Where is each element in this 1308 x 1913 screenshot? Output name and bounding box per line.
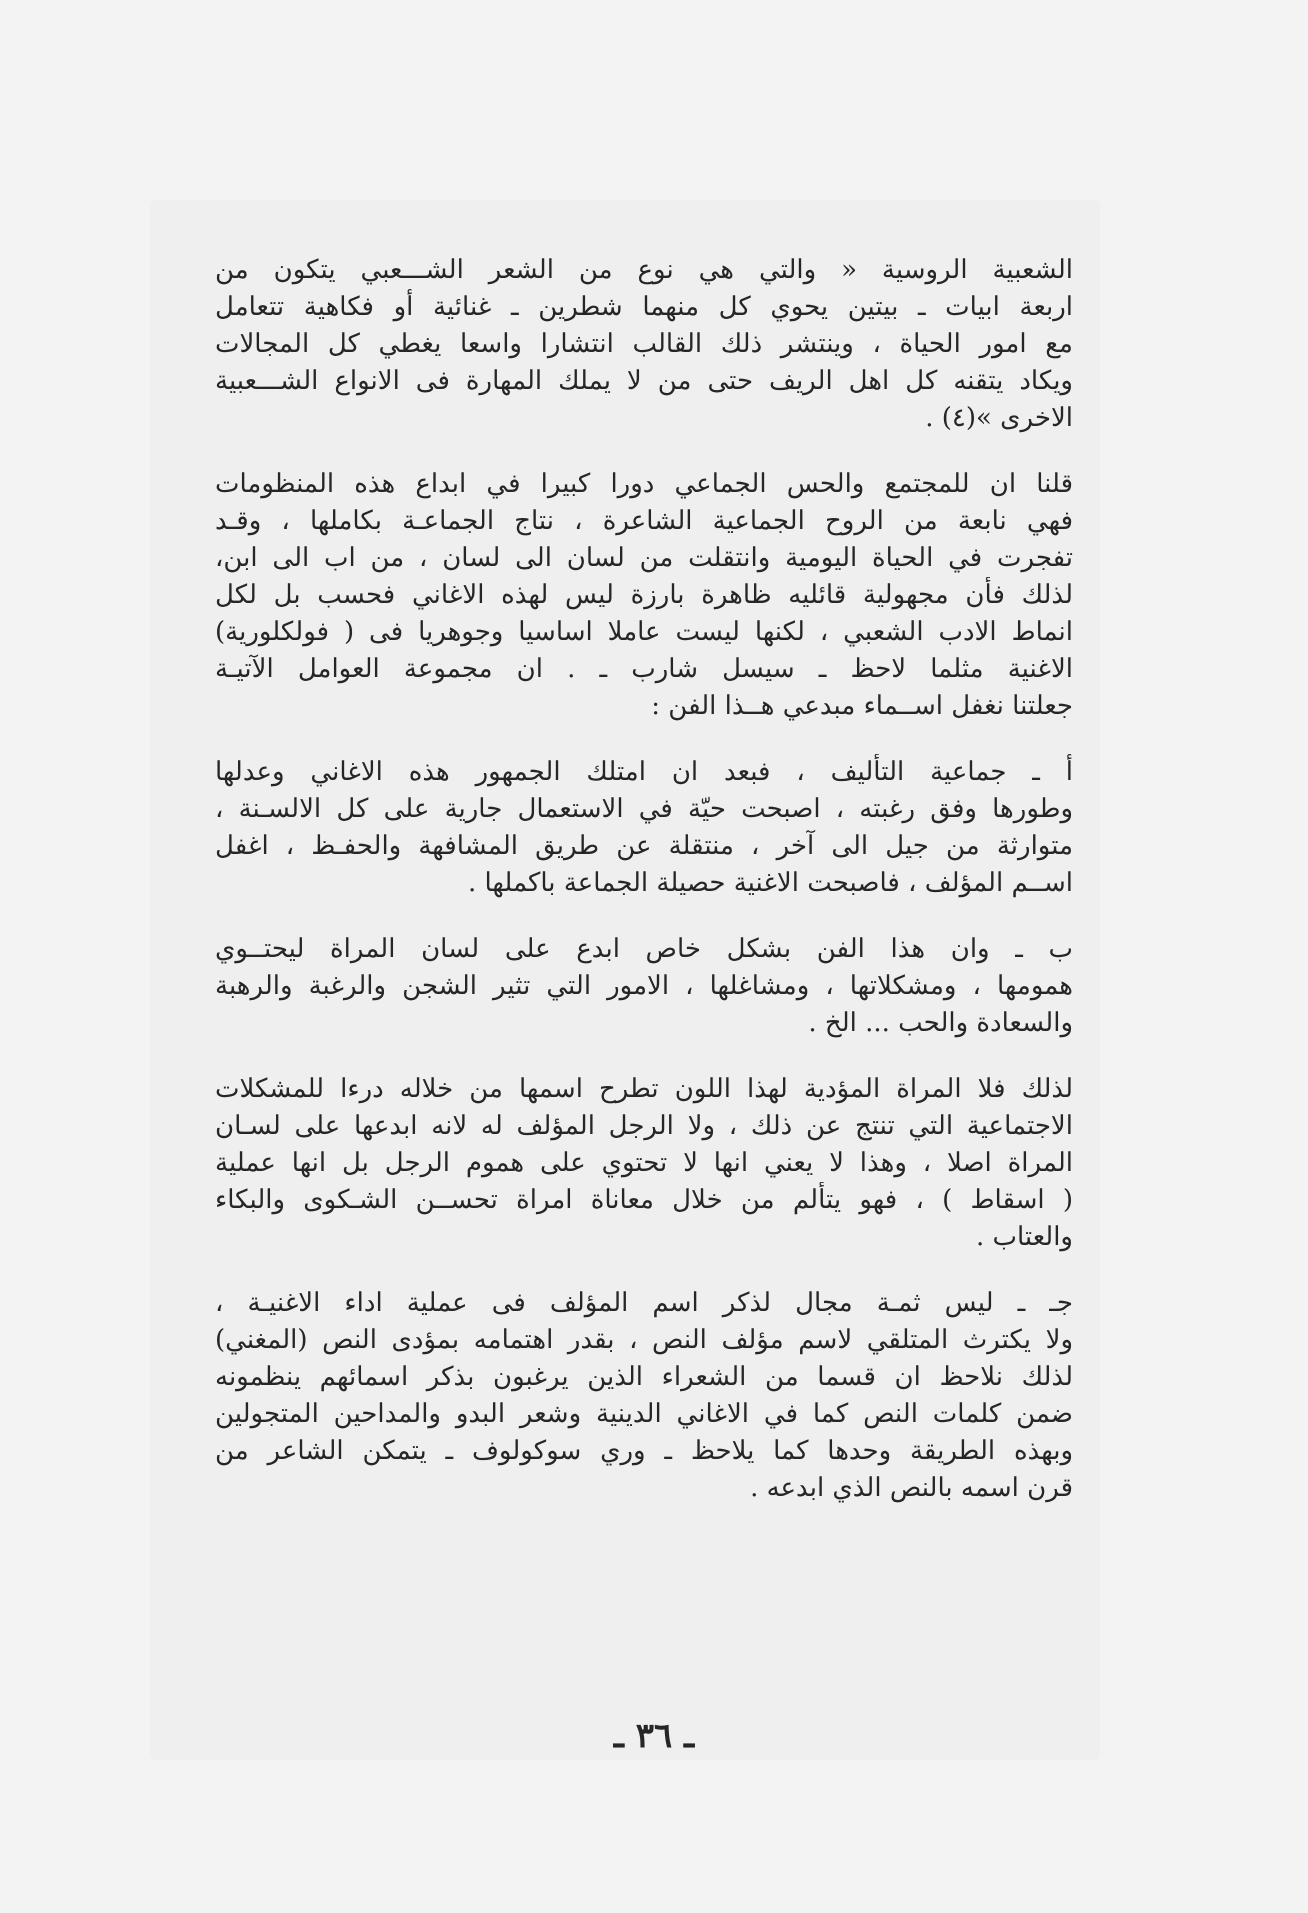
text-line: ويكاد يتقنه كل اهل الريف حتى من لا يملك المهارة فى الانواع الشـــعبية <box>215 366 1073 396</box>
paragraph-6 <box>215 1285 1073 1507</box>
text-line: ب ـ وان هذا الفن بشكل خاص ابدع على لسان المراة ليحتــوي <box>215 934 1073 964</box>
text-line: اربعة ابيات ـ بيتين يحوي كل منهما شطرين ـ غنائية أو فكاهية تتعامل <box>215 292 1073 322</box>
text-line: جعلتنا نغفل اســماء مبدعي هــذا الفن : <box>651 691 1073 721</box>
text-line: وطورها وفق رغبته ، اصبحت حيّة في الاستعمال جارية على كل الالسـنة ، <box>215 794 1073 824</box>
text-line: الشعبية الروسية « والتي هي نوع من الشعر الشـــعبي يتكون من <box>215 255 1073 285</box>
text-line: قرن اسمه بالنص الذي ابدعه . <box>750 1473 1073 1503</box>
page-number: ـ ٣٦ ـ <box>613 1716 695 1756</box>
text-line: لذلك نلاحظ ان قسما من الشعراء الذين يرغبون بذكر اسمائهم ينظمونه <box>215 1362 1073 1392</box>
text-line: متوارثة من جيل الى آخر ، منتقلة عن طريق المشافهة والحفـظ ، اغفل <box>215 831 1073 861</box>
text-line: المراة اصلا ، وهذا لا يعني انها لا تحتوي على هموم الرجل بل انها عملية <box>215 1148 1073 1178</box>
text-line: وبهذه الطريقة وحدها كما يلاحظ ـ وري سوكولوف ـ يتمكن الشاعر من <box>215 1436 1073 1466</box>
text-line: انماط الادب الشعبي ، لكنها ليست عاملا اساسيا وجوهريا فى ( فولكلورية) <box>215 617 1073 647</box>
paragraph-1 <box>215 252 1073 437</box>
text-line: همومها ، ومشكلاتها ، ومشاغلها ، الامور التي تثير الشجن والرغبة والرهبة <box>215 971 1073 1001</box>
paragraph-2 <box>215 466 1073 725</box>
text-line: أ ـ جماعية التأليف ، فبعد ان امتلك الجمهور هذه الاغاني وعدلها <box>215 757 1073 787</box>
text-line: ضمن كلمات النص كما في الاغاني الدينية وشعر البدو والمداحين المتجولين <box>215 1399 1073 1429</box>
paragraph-4 <box>215 931 1073 1042</box>
text-line: ( اسقاط ) ، فهو يتألم من خلال معاناة امراة تحســن الشـكوى والبكاء <box>215 1185 1073 1215</box>
text-line: لذلك فلا المراة المؤدية لهذا اللون تطرح اسمها من خلاله درءا للمشكلات <box>215 1074 1073 1104</box>
page-body <box>215 252 1073 1536</box>
paragraph-3 <box>215 754 1073 902</box>
text-line: الاجتماعية التي تنتج عن ذلك ، ولا الرجل المؤلف له لانه ابدعها على لسـان <box>215 1111 1073 1141</box>
text-line: الاخرى »(٤) . <box>925 403 1073 433</box>
text-line: فهي نابعة من الروح الجماعية الشاعرة ، نتاج الجماعـة بكاملها ، وقـد <box>215 506 1073 536</box>
text-line: جـ ـ ليس ثمـة مجال لذكر اسم المؤلف فى عملية اداء الاغنيـة ، <box>215 1288 1073 1318</box>
text-line: اســم المؤلف ، فاصبحت الاغنية حصيلة الجماعة باكملها . <box>467 868 1073 898</box>
text-line: الاغنية مثلما لاحظ ـ سيسل شارب ـ . ان مجموعة العوامل الآتيـة <box>215 654 1073 684</box>
text-line: قلنا ان للمجتمع والحس الجماعي دورا كبيرا في ابداع هذه المنظومات <box>215 469 1073 499</box>
text-line: لذلك فأن مجهولية قائليه ظاهرة بارزة ليس لهذه الاغاني فحسب بل لكل <box>215 580 1073 610</box>
text-line: والعتاب . <box>975 1222 1073 1252</box>
text-line: مع امور الحياة ، وينتشر ذلك القالب انتشارا واسعا يغطي كل المجالات <box>215 329 1073 359</box>
text-line: والسعادة والحب ... الخ . <box>808 1008 1073 1038</box>
paragraph-5 <box>215 1071 1073 1256</box>
text-line: ولا يكترث المتلقي لاسم مؤلف النص ، بقدر اهتمامه بمؤدى النص (المغني) <box>215 1325 1073 1355</box>
text-line: تفجرت في الحياة اليومية وانتقلت من لسان الى لسان ، من اب الى ابن، <box>215 543 1073 573</box>
